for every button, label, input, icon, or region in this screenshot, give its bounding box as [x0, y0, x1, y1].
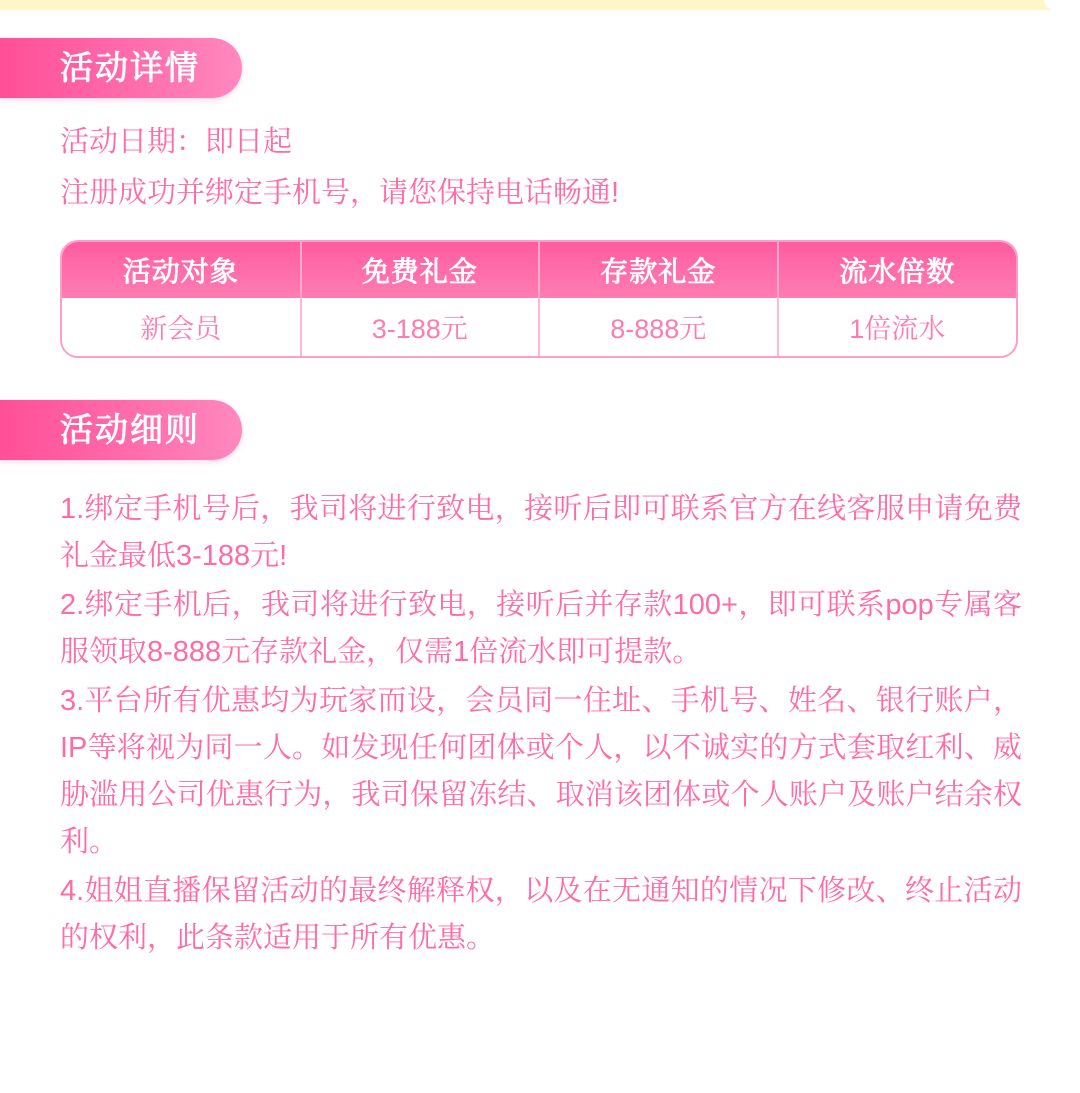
activity-details-section	[0, 10, 1080, 358]
rule-item: 3.平台所有优惠均为玩家而设，会员同一住址、手机号、姓名、银行账户，IP等将视为同一人。如发现任何团体或个人，以不诚实的方式套取红利、威胁滥用公司优惠行为，我司保留冻结、取消该团体或个人账户及账户结余权利。	[60, 684, 1022, 858]
promo-page	[0, 10, 1080, 1034]
table-cell: 1倍流水	[778, 298, 1017, 356]
rule-item: 2.绑定手机后，我司将进行致电，接听后并存款100+，即可联系pop专属客服领取8-888元存款礼金，仅需1倍流水即可提款。	[60, 588, 1022, 668]
table-header-cell: 流水倍数	[778, 242, 1017, 298]
table-cell: 8-888元	[539, 298, 778, 356]
activity-notice-line: 注册成功并绑定手机号，请您保持电话畅通!	[60, 176, 620, 209]
rule-item: 4.姐姐直播保留活动的最终解释权，以及在无通知的情况下修改、终止活动的权利，此条款适用于所有优惠。	[60, 874, 1022, 954]
bottom-spacer	[0, 964, 1080, 1034]
table-row	[62, 298, 1016, 356]
top-decorative-strip	[0, 0, 1080, 10]
activity-intro	[0, 120, 1080, 216]
section-heading-details: 活动详情	[0, 38, 242, 98]
table-header-cell: 活动对象	[62, 242, 301, 298]
table-cell: 新会员	[62, 298, 301, 356]
table-header-row	[62, 242, 1016, 298]
table-header-cell: 存款礼金	[539, 242, 778, 298]
rule-item: 1.绑定手机号后，我司将进行致电，接听后即可联系官方在线客服申请免费礼金最低3-188元!	[60, 492, 1022, 572]
top-strip-corner	[1044, 0, 1080, 10]
promo-table-wrapper	[60, 240, 1018, 358]
table-header-cell: 免费礼金	[301, 242, 540, 298]
activity-rules-section	[0, 358, 1080, 962]
activity-date-line: 活动日期：即日起	[60, 126, 293, 158]
table-cell: 3-188元	[301, 298, 540, 356]
section-heading-rules: 活动细则	[0, 400, 242, 460]
promo-table	[62, 242, 1016, 356]
rules-list	[0, 486, 1080, 962]
